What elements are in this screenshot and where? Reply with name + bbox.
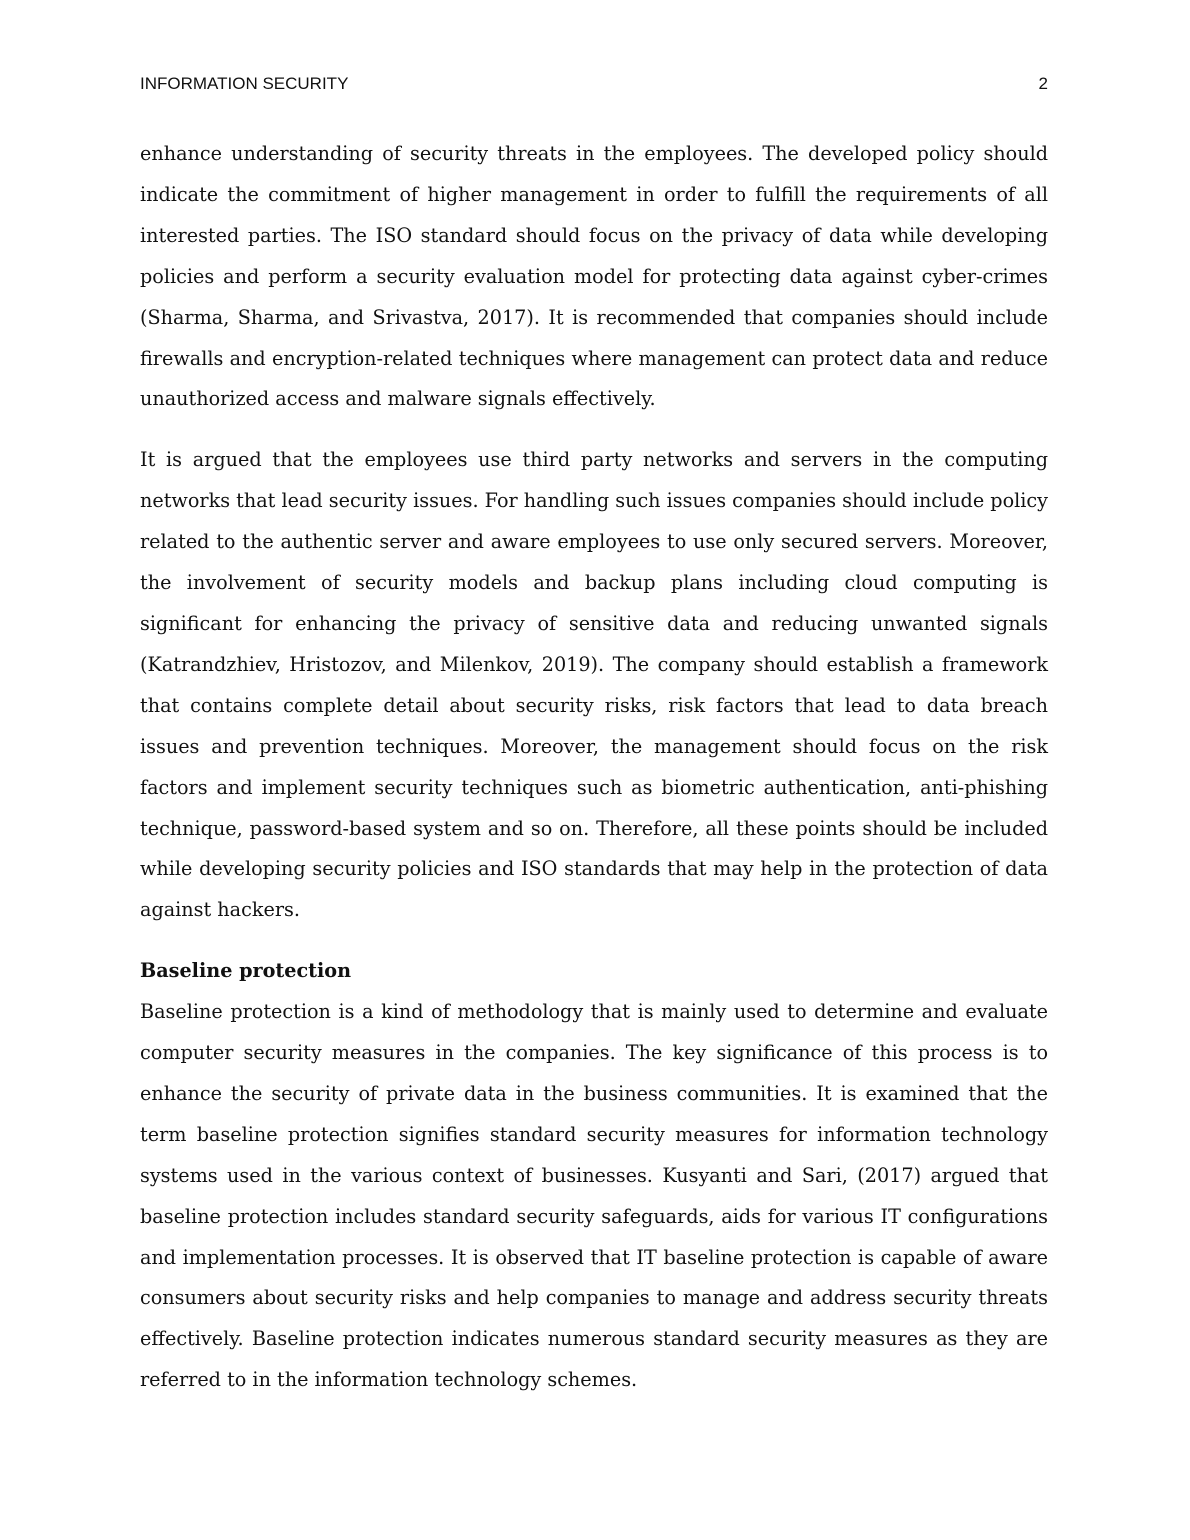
running-head: INFORMATION SECURITY xyxy=(140,74,349,93)
section-heading: Baseline protection xyxy=(140,959,352,983)
paragraph-policy: enhance understanding of security threats in the employees. The developed policy should indicate the commitment of higher management in order to fulfill the requirements of all interested parties. The ISO standard should focus on the privacy of data while developing policies and perform a security evaluation model for protecting data against cyber-crimes (Sharma, Sharma, and Srivastva, 2017). It is recommended that companies should include firewalls and encryption-related techniques where management can protect data and reduce unauthorized access and malware signals effectively. xyxy=(140,142,1048,411)
paragraph-third-party-networks: It is argued that the employees use third party networks and servers in the computing networks that lead security issues. For handling such issues companies should include policy related to the authentic server and aware employees to use only secured servers. Moreover, the involvement of security models and backup plans including cloud computing is significant for enhancing the privacy of sensitive data and reducing unwanted signals (Katrandzhiev, Hristozov, and Milenkov, 2019). The company should establish a framework that contains complete detail about security risks, risk factors that lead to data breach issues and prevention techniques. Moreover, the management should focus on the risk factors and implement security techniques such as biometric authentication, anti-phishing technique, password-based system and so on. Therefore, all these points should be included while developing security policies and ISO standards that may help in the protection of data against hackers. xyxy=(140,448,1048,922)
page-header xyxy=(140,72,1048,96)
paragraph-baseline-protection: Baseline protection is a kind of methodology that is mainly used to determine and evaluate computer security measures in the companies. The key significance of this process is to enhance the security of private data in the business communities. It is examined that the term baseline protection signifies standard security measures for information technology systems used in the various context of businesses. Kusyanti and Sari, (2017) argued that baseline protection includes standard security safeguards, aids for various IT configurations and implementation processes. It is observed that IT baseline protection is capable of aware consumers about security risks and help companies to manage and address security threats effectively. Baseline protection indicates numerous standard security measures as they are referred to in the information technology schemes. xyxy=(140,1000,1048,1392)
page-number: 2 xyxy=(1038,74,1048,93)
body-text xyxy=(140,134,1048,1401)
